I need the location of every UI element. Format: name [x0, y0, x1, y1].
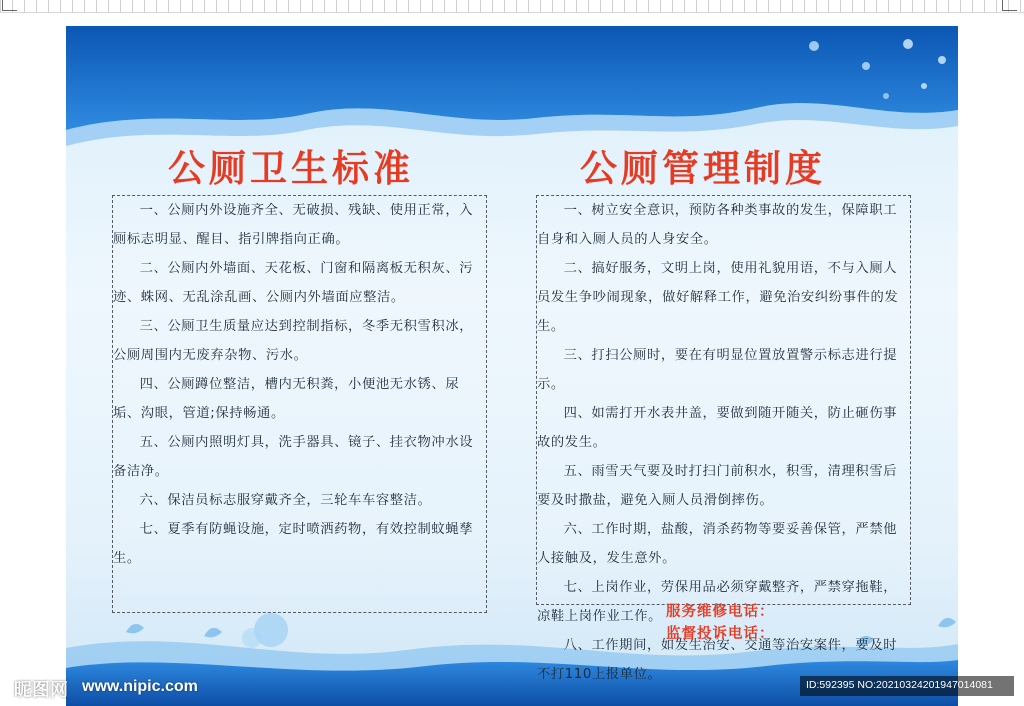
- rule-item-2: 二、搞好服务，文明上岗，使用礼貌用语，不与入厕人员发生争吵闹现象，做好解释工作，避免治安纠纷事件的发生。: [537, 261, 899, 334]
- rule-item-8: 八、工作期间，如发生治安、交通等治安案件，要及时不打110上报单位。: [537, 638, 898, 682]
- rule-item-3: 三、打扫公厕时，要在有明显位置放置警示标志进行提示。: [537, 348, 898, 392]
- hygiene-standards-panel: [112, 195, 487, 613]
- complaint-phone-label: 监督投诉电话：: [666, 626, 775, 642]
- hygiene-item-6: 六、保洁员标志服穿戴齐全，三轮车车容整洁。: [139, 493, 432, 508]
- top-ruler: [0, 0, 1024, 13]
- hygiene-item-5: 五、公厕内照明灯具，洗手器具、镜子、挂衣物冲水设备洁净。: [113, 435, 474, 479]
- hygiene-standards-title: 公厕卫生标准: [168, 147, 414, 190]
- rule-item-7: 七、上岗作业，劳保用品必须穿戴整齐，严禁穿拖鞋，凉鞋上岗作业工作。: [537, 580, 898, 624]
- rule-item-5: 五、雨雪天气要及时打扫门前积水，积雪，清理积雪后要及时撒盐，避免入厕人员滑倒摔伤。: [537, 464, 898, 508]
- hygiene-item-4: 四、公厕蹲位整洁，槽内无积粪，小便池无水锈、尿垢、沟眼，管道;保持畅通。: [113, 377, 460, 421]
- poster: [66, 26, 958, 706]
- watermark-id: ID:592395 NO:20210324201947014081: [806, 679, 993, 691]
- ruler-end-mark: [1002, 0, 1017, 11]
- watermark-site: www.nipic.com: [82, 678, 198, 695]
- rule-item-4: 四、如需打开水表井盖，要做到随开随关，防止砸伤事故的发生。: [537, 406, 898, 450]
- repair-phone-label: 服务维修电话：: [666, 604, 775, 620]
- hygiene-item-2: 二、公厕内外墙面、天花板、门窗和隔离板无积灰、污迹、蛛网、无乱涂乱画、公厕内外墙面应整洁。: [113, 261, 474, 305]
- hygiene-item-3: 三、公厕卫生质量应达到控制指标，冬季无积雪积冰，公厕周围内无废弃杂物、污水。: [113, 319, 474, 363]
- ruler-start-mark: [2, 0, 17, 11]
- hygiene-item-1: 一、公厕内外设施齐全、无破损、残缺、使用正常，入厕标志明显、醒目、指引牌指向正确。: [113, 203, 474, 247]
- watermark-logo: 昵图网: [14, 680, 68, 701]
- rule-item-6: 六、工作时期，盐酸，消杀药物等要妥善保管，严禁他人接触及，发生意外。: [537, 522, 898, 566]
- rule-item-1: 一、树立安全意识，预防各种类事故的发生，保障职工自身和入厕人员的人身安全。: [537, 203, 898, 247]
- hygiene-item-7: 七、夏季有防蝇设施，定时喷洒药物，有效控制蚊蝇孳生。: [113, 522, 474, 566]
- management-rules-title: 公厕管理制度: [580, 147, 826, 190]
